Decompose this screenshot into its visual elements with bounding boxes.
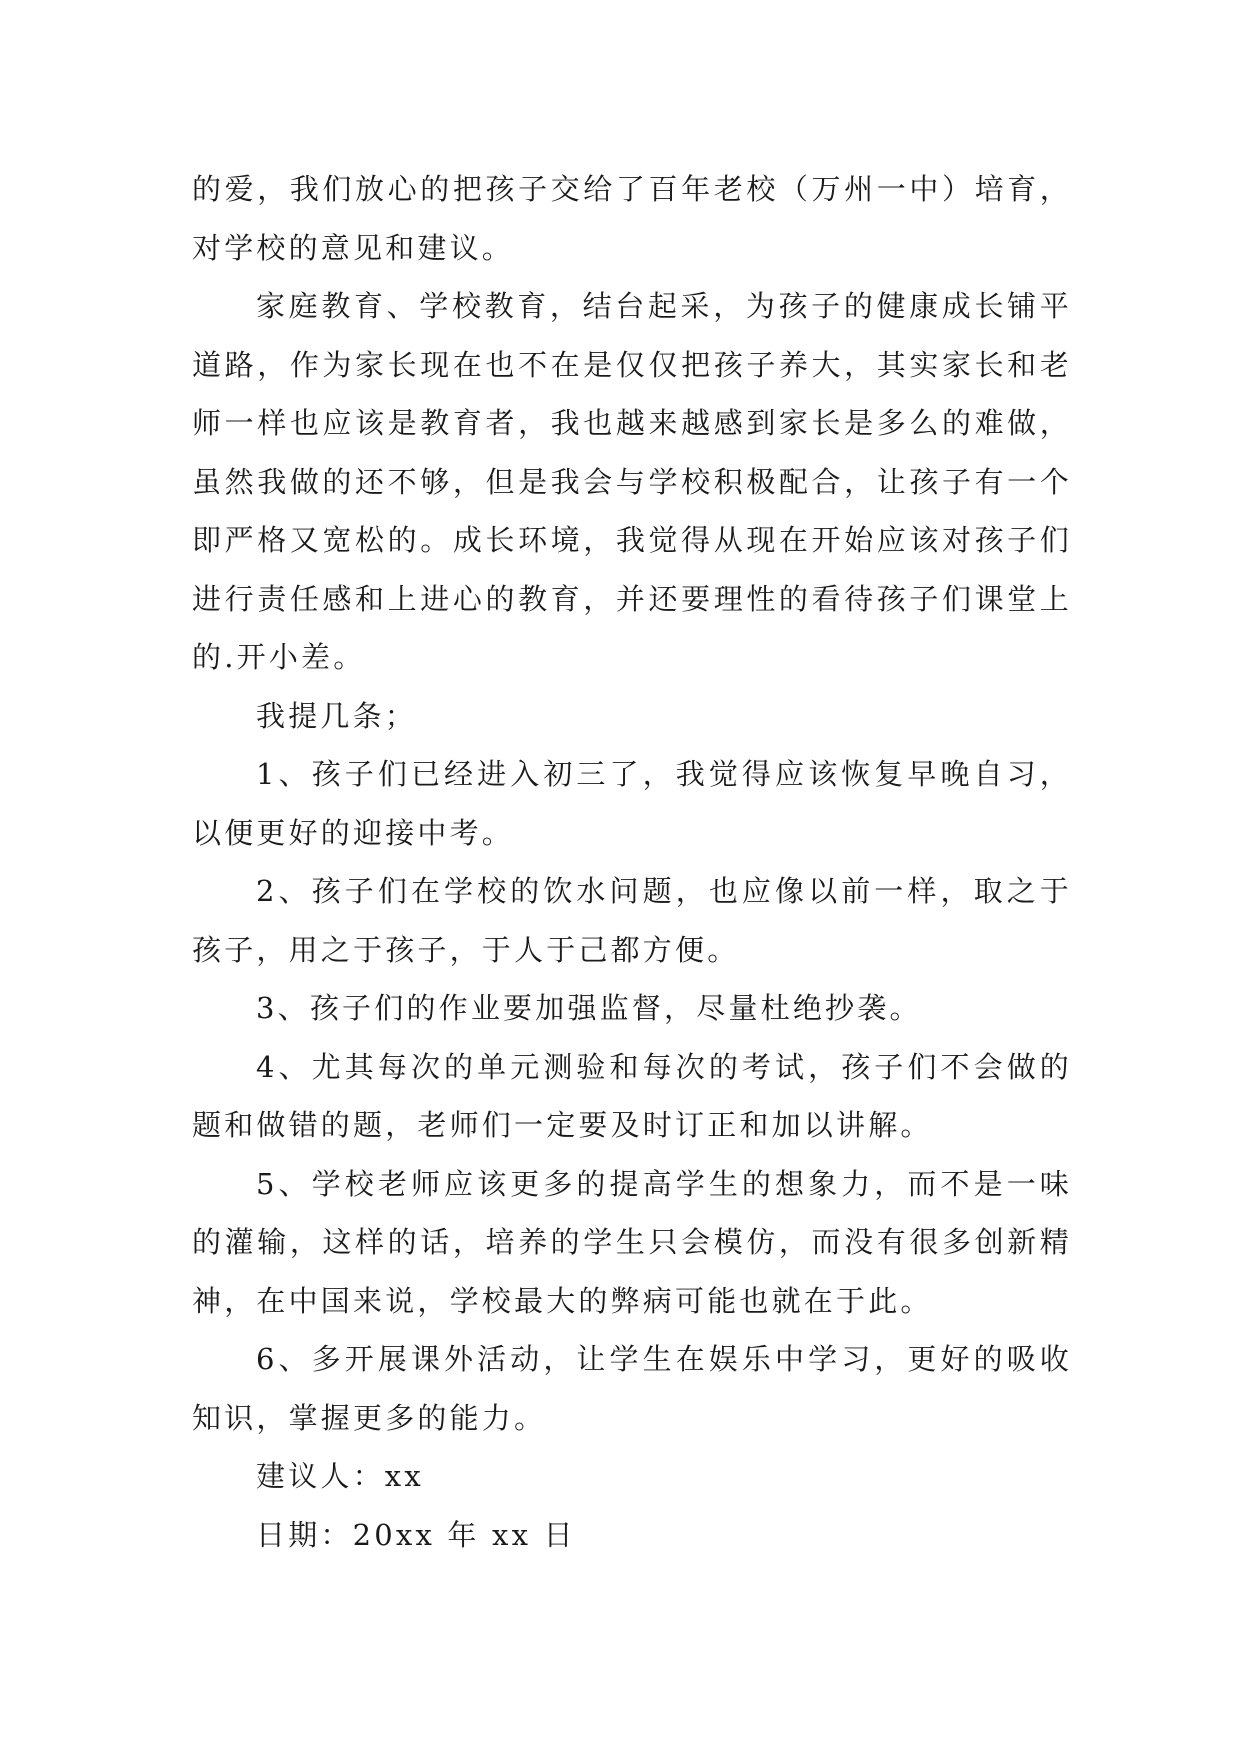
paragraph-intro: 的爱，我们放心的把孩子交给了百年老校（万州一中）培育，对学校的意见和建议。 <box>192 172 1072 265</box>
paragraph-suggestion-1: 1、孩子们已经进入初三了，我觉得应该恢复早晚自习，以便更好的迎接中考。 <box>192 757 1072 850</box>
paragraph-suggestion-3: 3、孩子们的作业要加强监督，尽量杜绝抄袭。 <box>256 991 922 1025</box>
paragraph-family-school-education: 家庭教育、学校教育，结台起采，为孩子的健康成长铺平道路，作为家长现在也不在是仅仅把孩子养大，其实家长和老师一样也应该是教育者，我也越来越感到家长是多么的难做，虽然我做的还不够，但是我会与学校积极配合，让孩子有一个即严格又宽松的。成长环境，我觉得从现在开始应该对孩子们进行责任感和上进心的教育，并还要理性的看待孩子们课堂上的.开小差。 <box>192 289 1072 674</box>
paragraph-suggestion-4: 4、尤其每次的单元测验和每次的考试，孩子们不会做的题和做错的题，老师们一定要及时订正和加以讲解。 <box>192 1049 1072 1142</box>
paragraph-suggestion-6: 6、多开展课外活动，让学生在娱乐中学习，更好的吸收知识，掌握更多的能力。 <box>192 1342 1072 1435</box>
paragraph-suggestion-2: 2、孩子们在学校的饮水问题，也应像以前一样，取之于孩子，用之于孩子，于人于己都方便。 <box>192 874 1072 967</box>
signature-date: 日期：20xx 年 xx 日 <box>256 1517 576 1552</box>
paragraph-suggestion-5: 5、学校老师应该更多的提高学生的想象力，而不是一味的灌输，这样的话，培养的学生只会模仿，而没有很多创新精神，在中国来说，学校最大的弊病可能也就在于此。 <box>192 1166 1072 1318</box>
document-body <box>192 160 1072 1564</box>
signature-proposer: 建议人：xx <box>256 1459 424 1493</box>
paragraph-suggestions-heading: 我提几条； <box>256 698 418 733</box>
